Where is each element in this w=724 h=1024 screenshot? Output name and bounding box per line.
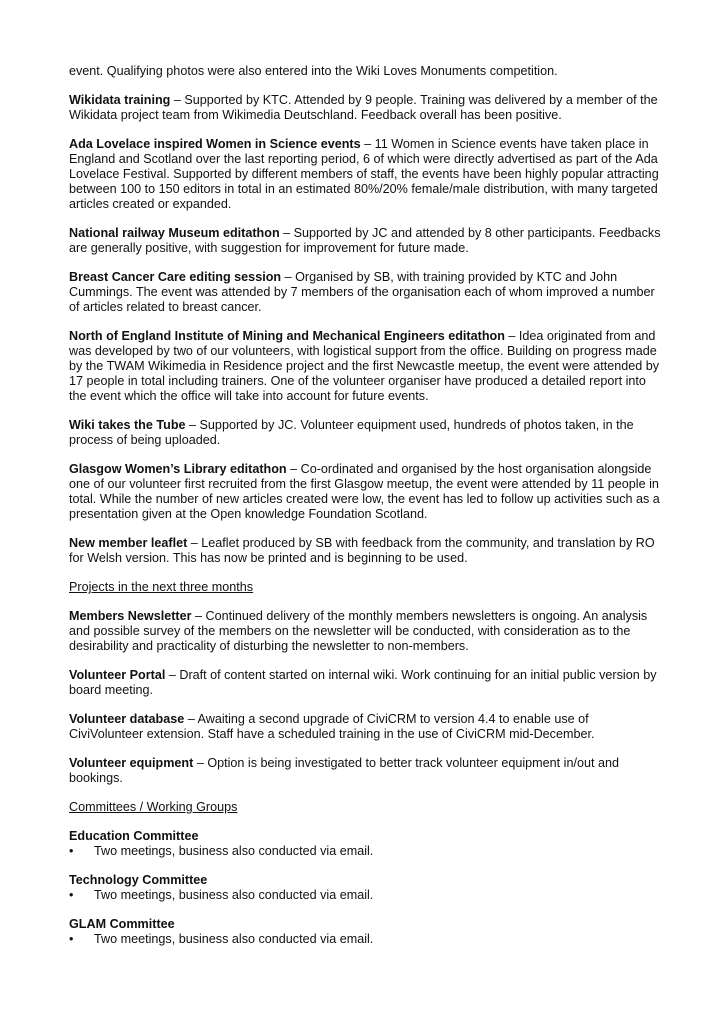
project-item-volunteer-portal — [69, 668, 661, 698]
committee-technology — [69, 873, 661, 903]
intro-text: event. Qualifying photos were also entered into the Wiki Loves Monuments competition. — [69, 64, 558, 78]
bullet-item — [69, 932, 661, 947]
bullet-text: Two meetings, business also conducted via email. — [94, 932, 374, 946]
report-item-glasgow-womens-library — [69, 462, 661, 522]
bullet-item — [69, 888, 661, 903]
item-title: Wikidata training — [69, 93, 171, 107]
bullet-item — [69, 844, 661, 859]
report-item-breast-cancer-care — [69, 270, 661, 315]
item-title: Glasgow Women’s Library editathon — [69, 462, 287, 476]
committee-title: Education Committee — [69, 829, 199, 843]
committee-glam — [69, 917, 661, 947]
projects-heading: Projects in the next three months — [69, 580, 254, 594]
item-title: Volunteer Portal — [69, 668, 166, 682]
bullet-marker: • — [69, 844, 74, 858]
project-item-members-newsletter — [69, 609, 661, 654]
committee-title: GLAM Committee — [69, 917, 175, 931]
committee-title: Technology Committee — [69, 873, 208, 887]
item-text: – Supported by JC. Volunteer equipment used, hundreds of photos taken, in the process of being uploaded. — [69, 418, 634, 447]
bullet-marker: • — [69, 932, 74, 946]
item-text: – Idea originated from and was developed by two of our volunteers, with logistical support from the office. Building on progress made by the TWAM Wikimedia in Residence project and the first Newcastle meetup, the event were attended by 17 people in total including trainers. One of the volunteer organiser have produced a detailed report into the event which the office will take into account for future events. — [69, 329, 660, 403]
document-page — [69, 64, 661, 961]
item-title: Volunteer database — [69, 712, 185, 726]
item-text: – Draft of content started on internal wiki. Work continuing for an initial public version by board meeting. — [69, 668, 657, 697]
committees-heading: Committees / Working Groups — [69, 800, 238, 814]
item-title: Volunteer equipment — [69, 756, 194, 770]
item-title: Members Newsletter — [69, 609, 192, 623]
item-title: National railway Museum editathon — [69, 226, 280, 240]
item-text: – Supported by JC and attended by 8 other participants. Feedbacks are generally positive, with suggestion for improvement for future made. — [69, 226, 661, 255]
report-item-railway-museum-editathon — [69, 226, 661, 256]
item-text: – Option is being investigated to better track volunteer equipment in/out and bookings. — [69, 756, 619, 785]
bullet-text: Two meetings, business also conducted via email. — [94, 844, 374, 858]
item-title: North of England Institute of Mining and Mechanical Engineers editathon — [69, 329, 505, 343]
committee-education — [69, 829, 661, 859]
report-item-new-member-leaflet — [69, 536, 661, 566]
item-text: – Co-ordinated and organised by the host organisation alongside one of our volunteer first recruited from the first Glasgow meetup, the event were attended by 11 people in total. While the number of new articles created were low, the event has led to follow up activities such as a presentation given at the Open knowledge Foundation Scotland. — [69, 462, 660, 521]
report-item-ada-lovelace-events — [69, 137, 661, 212]
item-title: Breast Cancer Care editing session — [69, 270, 282, 284]
report-item-wikidata-training — [69, 93, 661, 123]
item-title: Ada Lovelace inspired Women in Science events — [69, 137, 361, 151]
project-item-volunteer-database — [69, 712, 661, 742]
project-item-volunteer-equipment — [69, 756, 661, 786]
report-item-wiki-takes-the-tube — [69, 418, 661, 448]
item-title: Wiki takes the Tube — [69, 418, 186, 432]
item-text: – Organised by SB, with training provided by KTC and John Cummings. The event was attended by 7 members of the organisation each of whom improved a number of articles related to breast cancer. — [69, 270, 655, 314]
item-title: New member leaflet — [69, 536, 188, 550]
report-item-mining-engineers-editathon — [69, 329, 661, 404]
item-text: – 11 Women in Science events have taken place in England and Scotland over the last reporting period, 6 of which were directly advertised as part of the Ada Lovelace Festival. Supported by different members of staff, the events have been highly popular attracting between 100 to 150 editors in total in an estimated 80%/20% female/male distribution, with many targeted articles created or expanded. — [69, 137, 659, 211]
item-text: – Continued delivery of the monthly members newsletters is ongoing. An analysis and possible survey of the members on the newsletter will be conducted, with consideration as to the desirability and practicality of disturbing the newsletter to non-members. — [69, 609, 648, 653]
item-text: – Supported by KTC. Attended by 9 people. Training was delivered by a member of the Wikidata project team from Wikimedia Deutschland. Feedback overall has been positive. — [69, 93, 658, 122]
bullet-text: Two meetings, business also conducted via email. — [94, 888, 374, 902]
intro-paragraph — [69, 64, 661, 79]
bullet-marker: • — [69, 888, 74, 902]
item-text: – Awaiting a second upgrade of CiviCRM to version 4.4 to enable use of CiviVolunteer extension. Staff have a scheduled training in the use of CiviCRM mid-December. — [69, 712, 595, 741]
item-text: – Leaflet produced by SB with feedback from the community, and translation by RO for Welsh version. This has now be printed and is beginning to be used. — [69, 536, 655, 565]
